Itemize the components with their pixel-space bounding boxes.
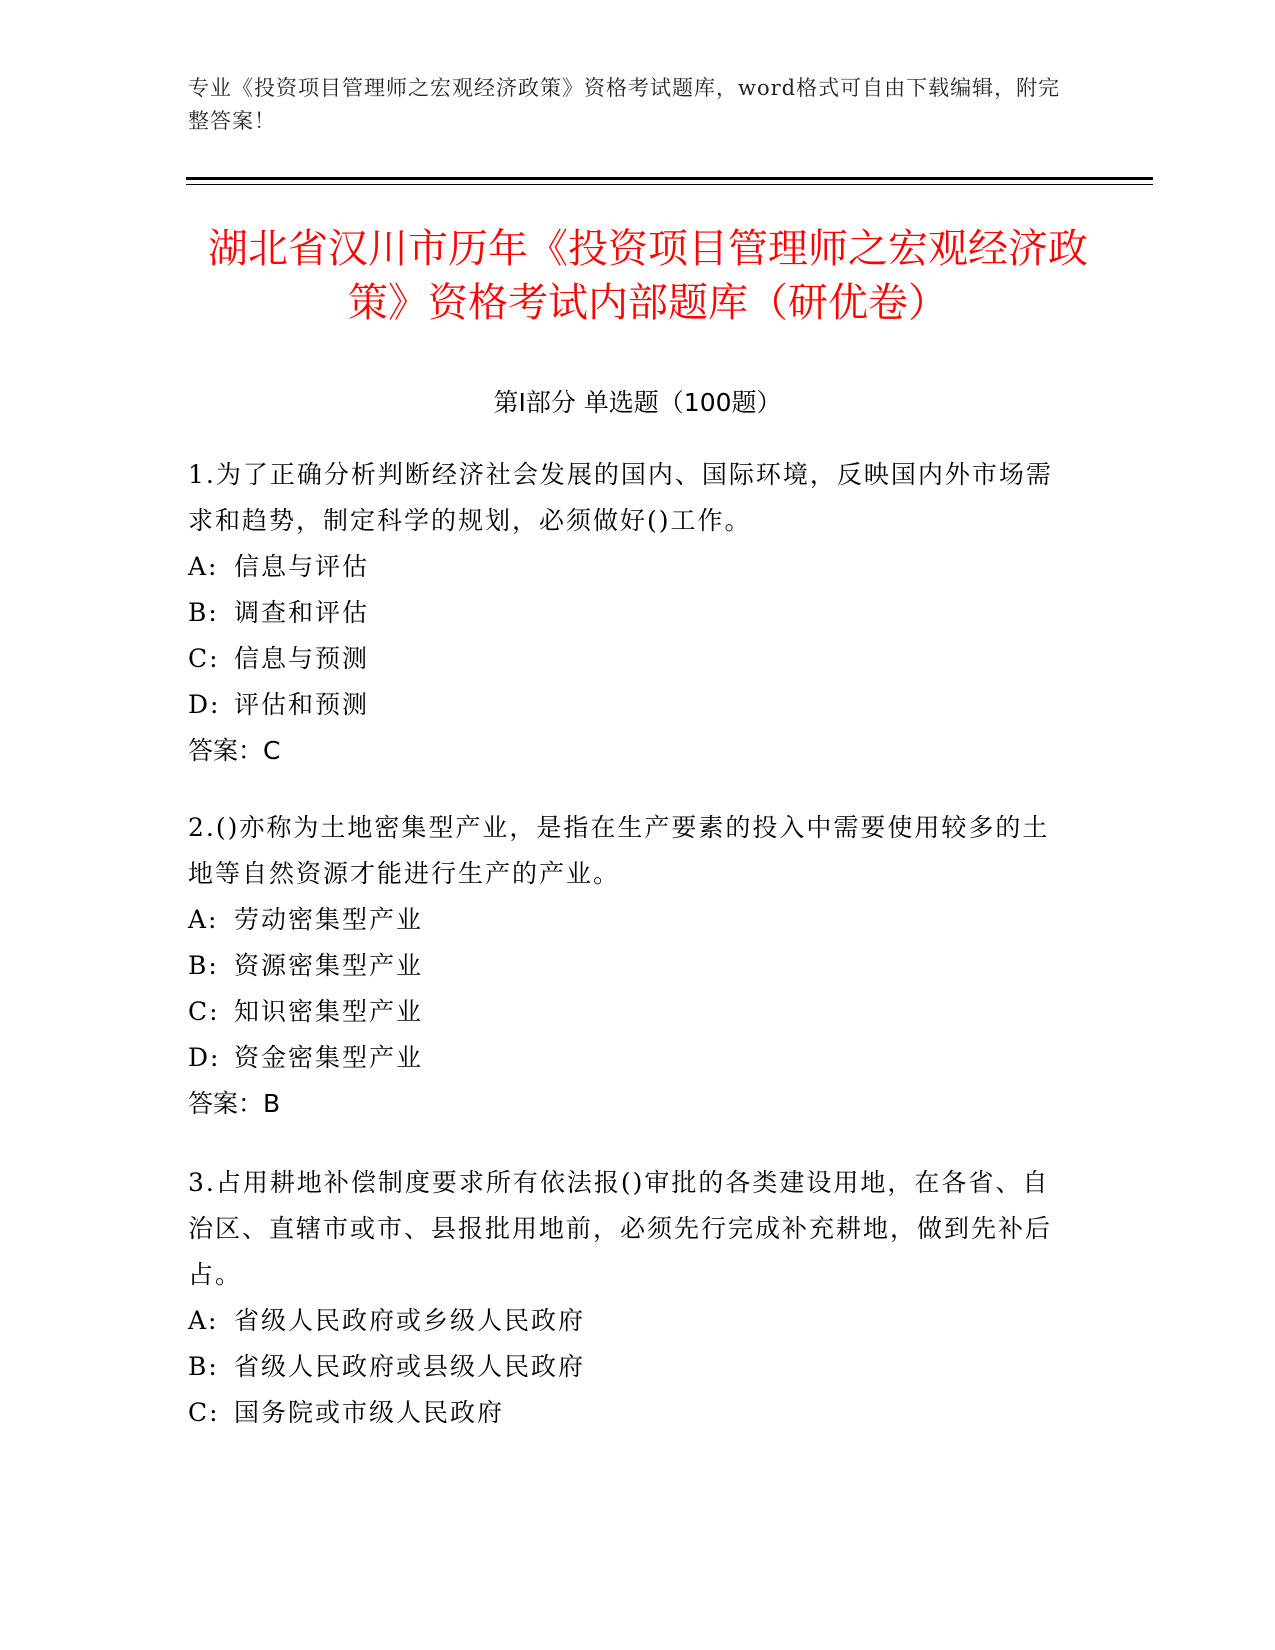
option-letter: B: (188, 598, 219, 627)
option-letter: B: (188, 1352, 219, 1381)
answer: 答案：C (188, 736, 281, 765)
option-b (188, 943, 1068, 989)
option-text: 省级人民政府或县级人民政府 (234, 1352, 586, 1381)
option-d (188, 1035, 1068, 1081)
option-a (188, 897, 1068, 943)
option-text: 评估和预测 (234, 690, 370, 719)
option-a (188, 1298, 1068, 1344)
option-text: 劳动密集型产业 (234, 905, 424, 934)
option-text: 调查和评估 (234, 598, 370, 627)
question-2 (188, 805, 1068, 1127)
option-text: 资金密集型产业 (234, 1043, 424, 1072)
option-letter: A: (188, 905, 219, 934)
option-letter: A: (188, 1306, 219, 1335)
option-letter: B: (188, 951, 219, 980)
option-letter: D: (188, 1043, 221, 1072)
option-text: 资源密集型产业 (234, 951, 424, 980)
question-3 (188, 1160, 1068, 1436)
option-d (188, 682, 1068, 728)
option-c (188, 1390, 1068, 1436)
question-stem: 2.()亦称为土地密集型产业，是指在生产要素的投入中需要使用较多的土地等自然资源才能进行生产的产业。 (188, 813, 1050, 888)
option-letter: D: (188, 690, 221, 719)
option-c (188, 989, 1068, 1035)
option-text: 信息与评估 (234, 552, 370, 581)
option-letter: C: (188, 1398, 220, 1427)
question-1 (188, 452, 1068, 774)
header-rule-thick (186, 177, 1153, 180)
option-text: 知识密集型产业 (234, 997, 424, 1026)
option-letter: C: (188, 997, 220, 1026)
answer: 答案：B (188, 1089, 281, 1118)
header-note: 专业《投资项目管理师之宏观经济政策》资格考试题库，word格式可自由下载编辑，附完整答案！ (188, 76, 1061, 133)
option-c (188, 636, 1068, 682)
option-text: 国务院或市级人民政府 (234, 1398, 505, 1427)
option-text: 信息与预测 (234, 644, 370, 673)
option-letter: C: (188, 644, 220, 673)
option-b (188, 1344, 1068, 1390)
option-text: 省级人民政府或乡级人民政府 (234, 1306, 586, 1335)
header-rule-thin (186, 184, 1153, 185)
option-letter: A: (188, 552, 219, 581)
document-title: 湖北省汉川市历年《投资项目管理师之宏观经济政策》资格考试内部题库（研优卷） (208, 226, 1088, 326)
question-stem: 1.为了正确分析判断经济社会发展的国内、国际环境，反映国内外市场需求和趋势，制定科学的规划，必须做好()工作。 (188, 460, 1053, 535)
option-b (188, 590, 1068, 636)
section-title: 第Ⅰ部分 单选题（100题） (493, 388, 782, 417)
option-a (188, 544, 1068, 590)
question-stem: 3.占用耕地补偿制度要求所有依法报()审批的各类建设用地，在各省、自治区、直辖市或市、县报批用地前，必须先行完成补充耕地，做到先补后占。 (188, 1168, 1053, 1289)
